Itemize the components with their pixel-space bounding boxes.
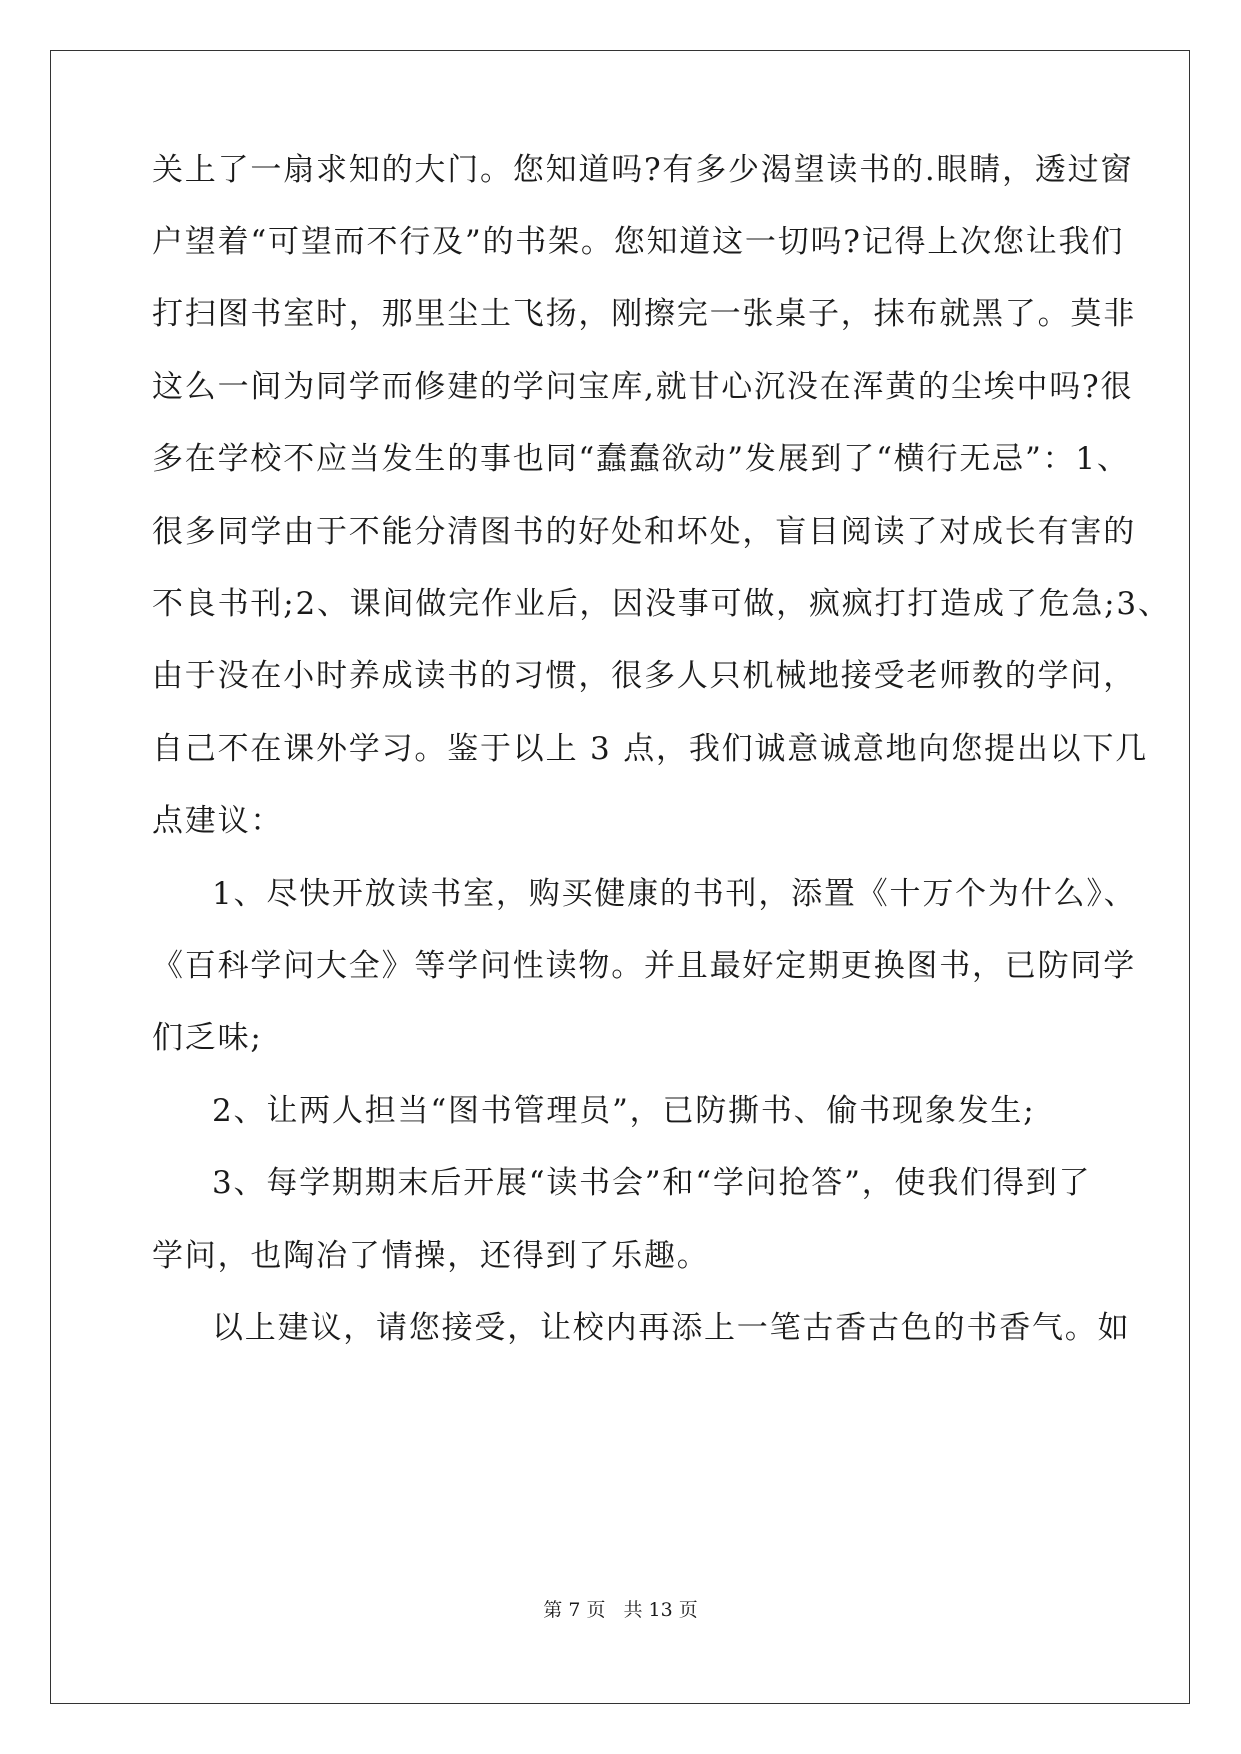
body-line-2: 户望着“可望而不行及”的书架。您知道这一切吗?记得上次您让我们 <box>152 224 1125 260</box>
body-line-16: 学问，也陶冶了情操，还得到了乐趣。 <box>152 1238 710 1274</box>
body-line-12: 《百科学问大全》等学问性读物。并且最好定期更换图书，已防同学 <box>152 948 1136 984</box>
body-line-17: 以上建议，请您接受，让校内再添上一笔古香古色的书香气。如 <box>212 1310 1131 1346</box>
body-line-13: 们乏味; <box>152 1020 263 1056</box>
body-line-9: 自己不在课外学习。鉴于以上 3 点，我们诚意诚意地向您提出以下几 <box>152 731 1149 767</box>
body-line-11: 1、尽快开放读书室，购买健康的书刊，添置《十万个为什么》、 <box>212 876 1137 912</box>
body-line-15: 3、每学期期末后开展“读书会”和“学问抢答”，使我们得到了 <box>212 1165 1092 1201</box>
page-footer <box>0 1598 1241 1622</box>
body-line-6: 很多同学由于不能分清图书的好处和坏处，盲目阅读了对成长有害的 <box>152 514 1136 550</box>
body-line-5: 多在学校不应当发生的事也同“蠢蠢欲动”发展到了“横行无忌”：1、 <box>152 441 1130 477</box>
body-line-7: 不良书刊;2、课间做完作业后，因没事可做，疯疯打打造成了危急;3、 <box>152 586 1171 622</box>
body-line-3: 打扫图书室时，那里尘土飞扬，刚擦完一张桌子，抹布就黑了。莫非 <box>152 296 1136 332</box>
page-number-current: 第 7 页 <box>543 1599 606 1621</box>
page-number-total: 共 13 页 <box>623 1599 698 1621</box>
body-line-10: 点建议： <box>152 803 284 839</box>
body-line-14: 2、让两人担当“图书管理员”，已防撕书、偷书现象发生; <box>212 1093 1036 1129</box>
body-line-4: 这么一间为同学而修建的学问宝库,就甘心沉没在浑黄的尘埃中吗?很 <box>152 369 1134 405</box>
body-line-1: 关上了一扇求知的大门。您知道吗?有多少渴望读书的.眼睛，透过窗 <box>152 152 1134 188</box>
body-line-8: 由于没在小时养成读书的习惯，很多人只机械地接受老师教的学问， <box>152 658 1136 694</box>
